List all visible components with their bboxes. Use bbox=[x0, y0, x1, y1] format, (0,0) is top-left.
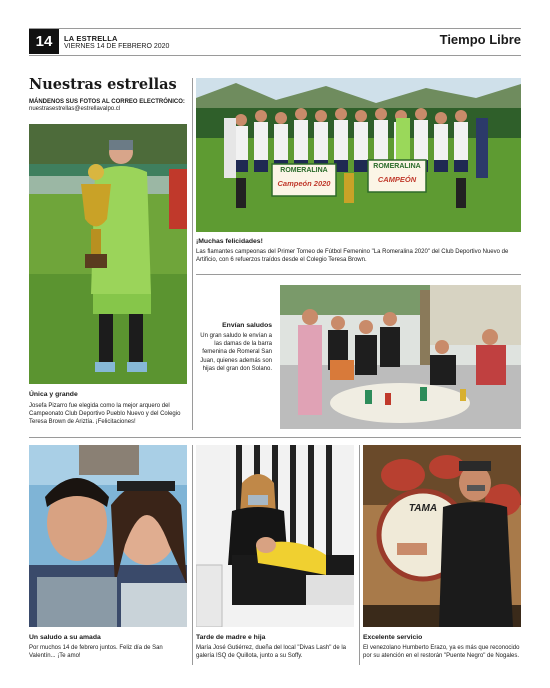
caption-title-mother-daughter: Tarde de madre e hija bbox=[196, 634, 266, 641]
caption-title-server: Excelente servicio bbox=[363, 634, 423, 641]
column-title: Nuestras estrellas bbox=[29, 76, 177, 93]
banner-left-line1: ROMERALINA bbox=[280, 167, 328, 174]
divider-bottom-1 bbox=[192, 445, 193, 665]
caption-text-server: El venezolano Humberto Erazo, ya es más que reconocido por su atención en el restorán "Puente Negro" de Nogales. bbox=[363, 645, 520, 660]
caption-title-saludos: Envían saludos bbox=[222, 322, 272, 329]
caption-title-goalkeeper: Única y grande bbox=[29, 391, 78, 398]
section-title: Tiempo Libre bbox=[439, 32, 521, 47]
mail-address[interactable]: nuestrasestrellas@estrellavalpo.cl bbox=[29, 106, 121, 112]
divider-bottom-2 bbox=[359, 445, 360, 665]
caption-title-couple: Un saludo a su amada bbox=[29, 634, 101, 641]
newspaper-name: LA ESTRELLA bbox=[64, 34, 118, 43]
drum-brand-logo: TAMA bbox=[408, 503, 438, 514]
photo-mother-daughter bbox=[196, 445, 354, 627]
banner-left-line2: Campeón 2020 bbox=[277, 179, 331, 188]
divider-champions bbox=[196, 274, 521, 275]
divider-bottom-row bbox=[29, 437, 521, 438]
photo-goalkeeper bbox=[29, 124, 187, 384]
header-top-rule bbox=[29, 28, 521, 29]
caption-text-saludos: Un gran saludo le envían a las damas de la barra femenina de Romeral San Juan, quienes además son hijas del gran don Solano. bbox=[200, 333, 272, 372]
issue-date: VIERNES 14 DE FEBRERO 2020 bbox=[64, 43, 170, 50]
mail-label: MÁNDENOS SUS FOTOS AL CORREO ELECTRÓNICO: bbox=[29, 99, 185, 105]
caption-text-couple: Por muchos 14 de febrero juntos. Feliz día de San Valentín... ¡Te amo! bbox=[29, 645, 163, 660]
banner-right-line1: ROMERALINA bbox=[373, 163, 421, 170]
photo-team-champions bbox=[196, 78, 521, 232]
banner-right-line2: CAMPEÓN bbox=[377, 175, 417, 184]
caption-text-goalkeeper: Josefa Pizarro fue elegida como la mejor arquero del Campeonato Club Deportivo Pueblo Nuevo y del Colegio Teresa Brown de Ariztía. ¡Felicitaciones! bbox=[29, 403, 181, 426]
caption-text-champions: Las flamantes campeonas del Primer Torneo de Fútbol Femenino "La Romeralina 2020" del Club Deportivo Nuevo de Artificio, con 6 refuerzos traídos desde el Colegio Teresa Brown. bbox=[196, 249, 509, 264]
caption-title-champions: ¡Muchas felicidades! bbox=[196, 238, 263, 245]
photo-drums-server bbox=[363, 445, 521, 627]
header-bottom-rule bbox=[29, 55, 521, 56]
photo-couple bbox=[29, 445, 187, 627]
photo-family-gathering bbox=[280, 285, 521, 429]
page-number: 14 bbox=[29, 29, 59, 54]
caption-text-mother-daughter: María José Gutiérrez, dueña del local "Divas Lash" de la galería ISQ de Quillota, junto a su Soffy. bbox=[196, 645, 347, 660]
column-divider bbox=[192, 78, 193, 430]
